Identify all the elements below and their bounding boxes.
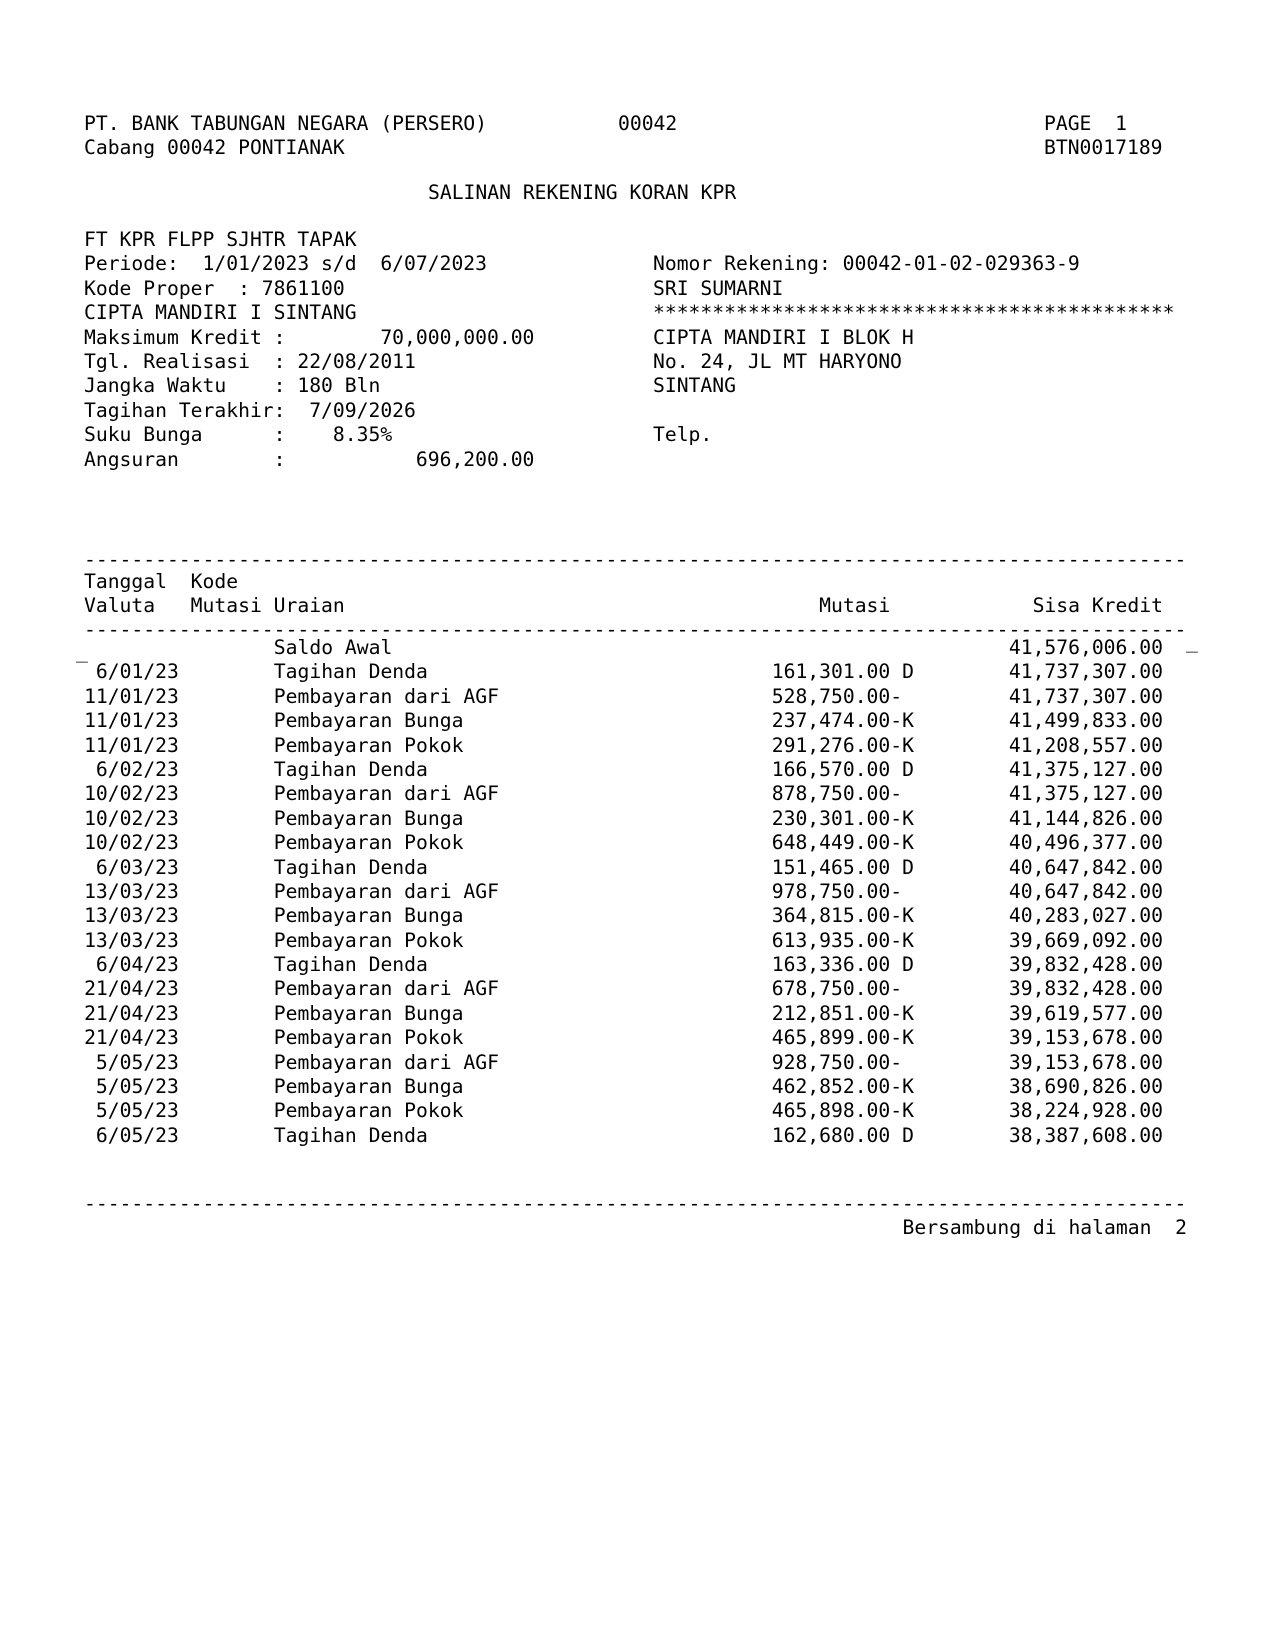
transaction-date: 21/04/23 [84,977,179,1001]
transaction-flag: - [890,684,903,708]
table-separator-bottom: --------------------------------------------------------------------------------------------- [84,1192,1187,1215]
transaction-row [84,1026,1194,1050]
transaction-date: 21/04/23 [84,1001,179,1025]
transaction-description: Tagihan Denda [273,1123,428,1147]
transaction-description: Pembayaran Pokok [273,733,464,757]
periode-line: Periode: 1/01/2023 s/d 6/07/2023 [84,252,487,276]
transaction-balance: 39,153,678.00 [1008,1026,1163,1050]
transaction-amount: 465,899.00 [771,1026,891,1050]
report-title: SALINAN REKENING KORAN KPR [428,181,737,204]
transaction-flag: D [890,953,914,977]
transaction-date: 10/02/23 [84,806,179,830]
transaction-date: 13/03/23 [84,928,179,952]
col-header-sisa-kredit: Sisa Kredit [1032,594,1163,617]
transaction-flag: -K [890,1001,914,1025]
transaction-amount: 648,449.00 [771,831,891,855]
product-name: FT KPR FLPP SJHTR TAPAK [84,228,357,251]
transaction-kode [179,807,274,831]
transaction-row [84,1099,1194,1123]
telp-label: Telp. [653,423,713,447]
angsuran-line: Angsuran : 696,200.00 [84,447,535,471]
info-row [84,350,1194,374]
transaction-kode [179,685,274,709]
transaction-row [84,1075,1194,1099]
transaction-kode [179,758,274,782]
transaction-amount: 151,465.00 [771,855,891,879]
info-row [84,228,1194,252]
transaction-kode [179,904,274,928]
transaction-description: Pembayaran Pokok [273,928,464,952]
transaction-description: Pembayaran Bunga [273,1001,464,1025]
transaction-flag: -K [890,831,914,855]
branch-code-center: 00042 [618,112,678,135]
transaction-row [84,953,1194,977]
transaction-balance: 41,737,307.00 [1008,684,1163,708]
table-separator-top: --------------------------------------------------------------------------------------------- [84,548,1187,571]
transaction-kode [179,1002,274,1026]
table-separator-header: --------------------------------------------------------------------------------------------- [84,618,1187,641]
page-label: PAGE 1 [1044,112,1127,135]
transaction-kode [179,709,274,733]
transaction-flag: -K [890,709,914,733]
transaction-row [84,831,1194,855]
transaction-description: Pembayaran Bunga [273,1075,464,1099]
transaction-flag [890,636,926,660]
transaction-flag: -K [890,806,914,830]
transaction-row [84,929,1194,953]
transaction-description: Pembayaran Pokok [273,831,464,855]
transaction-date: 5/05/23 [95,1050,179,1074]
transaction-kode [179,660,274,684]
transaction-row [84,734,1194,758]
transaction-amount: 613,935.00 [771,928,891,952]
info-row [84,374,1194,398]
transaction-flag: -K [890,928,914,952]
report-header-line-1 [84,112,1194,136]
address-line-2: No. 24, JL MT HARYONO [653,350,902,373]
table-header-row-1: Tanggal Kode [84,570,239,593]
transaction-kode [179,929,274,953]
transaction-date: 6/02/23 [95,757,179,781]
bank-name: PT. BANK TABUNGAN NEGARA (PERSERO) [84,112,487,135]
transaction-date [84,636,179,660]
transaction-date: 13/03/23 [84,879,179,903]
transaction-row [84,1051,1194,1075]
transaction-kode [179,1075,274,1099]
transaction-balance: 41,144,826.00 [1008,806,1163,830]
transaction-balance: 39,832,428.00 [1008,977,1163,1001]
transaction-flag: -K [890,904,914,928]
transaction-date: 11/01/23 [84,684,179,708]
continued-note: Bersambung di halaman 2 [902,1216,1187,1239]
transaction-balance: 40,647,842.00 [1008,855,1163,879]
transaction-balance: 41,208,557.00 [1008,733,1163,757]
info-row [84,301,1194,325]
asterisk-line: ******************************************** [653,301,1175,325]
transaction-row [84,709,1194,733]
info-row [84,448,1194,472]
transaction-balance: 38,387,608.00 [1008,1123,1163,1147]
transaction-kode [179,1099,274,1123]
customer-name: SRI SUMARNI [653,276,784,300]
table-header-row-2 [84,594,1194,618]
transaction-amount: 163,336.00 [771,953,891,977]
left-margin-marker: _ [76,640,88,663]
transaction-row [84,782,1194,806]
transaction-balance: 40,647,842.00 [1008,879,1163,903]
transaction-amount: 161,301.00 [771,660,891,684]
transaction-date: 10/02/23 [84,782,179,806]
transaction-description: Tagihan Denda [273,953,428,977]
doc-number: BTN0017189 [1044,136,1163,159]
transaction-row [84,758,1194,782]
transaction-amount [760,636,890,660]
transaction-flag: -K [890,1026,914,1050]
transaction-flag: D [890,660,914,684]
transaction-balance: 41,375,127.00 [1008,757,1163,781]
transaction-flag: -K [890,1075,914,1099]
info-row [84,423,1194,447]
info-row [84,399,1194,423]
transaction-row [84,660,1194,684]
jangka-waktu-line: Jangka Waktu : 180 Bln [84,374,381,398]
transaction-date: 6/01/23 [95,660,179,684]
transaction-kode [179,734,274,758]
report-header-line-2 [84,136,1194,160]
transaction-kode [179,782,274,806]
transaction-balance: 41,737,307.00 [1008,660,1163,684]
transaction-amount: 212,851.00 [771,1001,891,1025]
transaction-amount: 928,750.00 [771,1050,891,1074]
transaction-description: Saldo Awal [273,636,393,659]
transaction-date: 11/01/23 [84,709,179,733]
transaction-kode [179,1051,274,1075]
transaction-date: 21/04/23 [84,1026,179,1050]
transaction-date: 5/05/23 [95,1099,179,1123]
transaction-amount: 291,276.00 [771,733,891,757]
transaction-balance: 39,832,428.00 [1008,953,1163,977]
transaction-description: Pembayaran Bunga [273,806,464,830]
maksimum-kredit-line: Maksimum Kredit : 70,000,000.00 [84,325,535,349]
transaction-description: Pembayaran dari AGF [273,977,499,1001]
transaction-flag: - [890,977,903,1001]
transaction-date: 6/05/23 [95,1123,179,1147]
transactions [84,636,1194,1148]
transaction-amount: 465,898.00 [771,1099,891,1123]
transaction-description: Pembayaran dari AGF [273,782,499,806]
transaction-flag: - [890,782,903,806]
transaction-flag: D [890,855,914,879]
transaction-row [84,856,1194,880]
transaction-amount: 230,301.00 [771,806,891,830]
transaction-balance: 41,375,127.00 [1008,782,1163,806]
transaction-kode [179,1026,274,1050]
transaction-description: Tagihan Denda [273,660,428,684]
transaction-row [84,685,1194,709]
address-city: SINTANG [653,374,736,398]
transaction-balance: 39,669,092.00 [1008,928,1163,952]
transaction-amount: 364,815.00 [771,904,891,928]
transaction-amount: 978,750.00 [771,879,891,903]
transaction-amount: 878,750.00 [771,782,891,806]
transaction-kode [179,953,274,977]
kode-proper-line: Kode Proper : 7861100 [84,276,345,300]
transaction-balance: 39,619,577.00 [1008,1001,1163,1025]
transaction-balance: 38,224,928.00 [1008,1099,1163,1123]
transaction-kode [179,831,274,855]
transaction-balance: 40,283,027.00 [1008,904,1163,928]
transaction-description: Pembayaran dari AGF [273,684,499,708]
tagihan-terakhir-line: Tagihan Terakhir: 7/09/2026 [84,398,416,422]
transaction-flag: D [890,757,914,781]
transaction-description: Pembayaran dari AGF [273,879,499,903]
tgl-realisasi-line: Tgl. Realisasi : 22/08/2011 [84,350,416,373]
transaction-flag: -K [890,733,914,757]
transaction-date: 6/04/23 [95,953,179,977]
transaction-balance: 41,499,833.00 [1008,709,1163,733]
transaction-kode [179,636,274,660]
col-header-valuta-mutasi-uraian: Valuta Mutasi Uraian [84,594,345,617]
transaction-amount: 678,750.00 [771,977,891,1001]
address-line-1: CIPTA MANDIRI I BLOK H [653,325,914,349]
transaction-row [84,636,1194,660]
transaction-amount: 237,474.00 [771,709,891,733]
transaction-kode [179,880,274,904]
transaction-amount: 528,750.00 [771,684,891,708]
transaction-balance: 40,496,377.00 [1008,831,1163,855]
transaction-kode [179,856,274,880]
transaction-amount: 166,570.00 [771,757,891,781]
transaction-row [84,1124,1194,1148]
transaction-kode [179,977,274,1001]
transaction-balance: 41,576,006.00 [1008,636,1163,659]
transaction-row [84,904,1194,928]
transaction-description: Pembayaran Bunga [273,709,464,733]
project-name: CIPTA MANDIRI I SINTANG [84,301,357,325]
report-title-line [84,181,1194,205]
transaction-date: 6/03/23 [95,855,179,879]
transaction-description: Pembayaran Pokok [273,1026,464,1050]
transaction-date: 10/02/23 [84,831,179,855]
info-row [84,252,1194,276]
transaction-amount: 162,680.00 [771,1123,891,1147]
transaction-row [84,807,1194,831]
transaction-balance: 38,690,826.00 [1008,1075,1163,1099]
account-number-line: Nomor Rekening: 00042-01-02-029363-9 [653,252,1080,276]
info-row [84,326,1194,350]
transaction-flag: - [890,1050,903,1074]
transaction-description: Pembayaran Pokok [273,1099,464,1123]
transaction-amount: 462,852.00 [771,1075,891,1099]
transaction-flag: -K [890,1099,914,1123]
col-header-mutasi: Mutasi [819,594,891,617]
transaction-kode [179,1124,274,1148]
transaction-flag: - [890,879,903,903]
transaction-date: 5/05/23 [95,1075,179,1099]
info-row [84,277,1194,301]
transaction-balance: 39,153,678.00 [1008,1050,1163,1074]
transaction-row [84,1002,1194,1026]
transaction-description: Pembayaran Bunga [273,904,464,928]
suku-bunga-line: Suku Bunga : 8.35% [84,423,393,447]
transaction-row [84,880,1194,904]
transaction-row [84,977,1194,1001]
transaction-description: Pembayaran dari AGF [273,1050,499,1074]
transaction-flag: D [890,1123,914,1147]
right-margin-marker: _ [1186,630,1198,653]
transaction-date: 13/03/23 [84,904,179,928]
transaction-date: 11/01/23 [84,733,179,757]
transaction-description: Tagihan Denda [273,757,428,781]
transaction-description: Tagihan Denda [273,855,428,879]
branch-line: Cabang 00042 PONTIANAK [84,136,345,159]
